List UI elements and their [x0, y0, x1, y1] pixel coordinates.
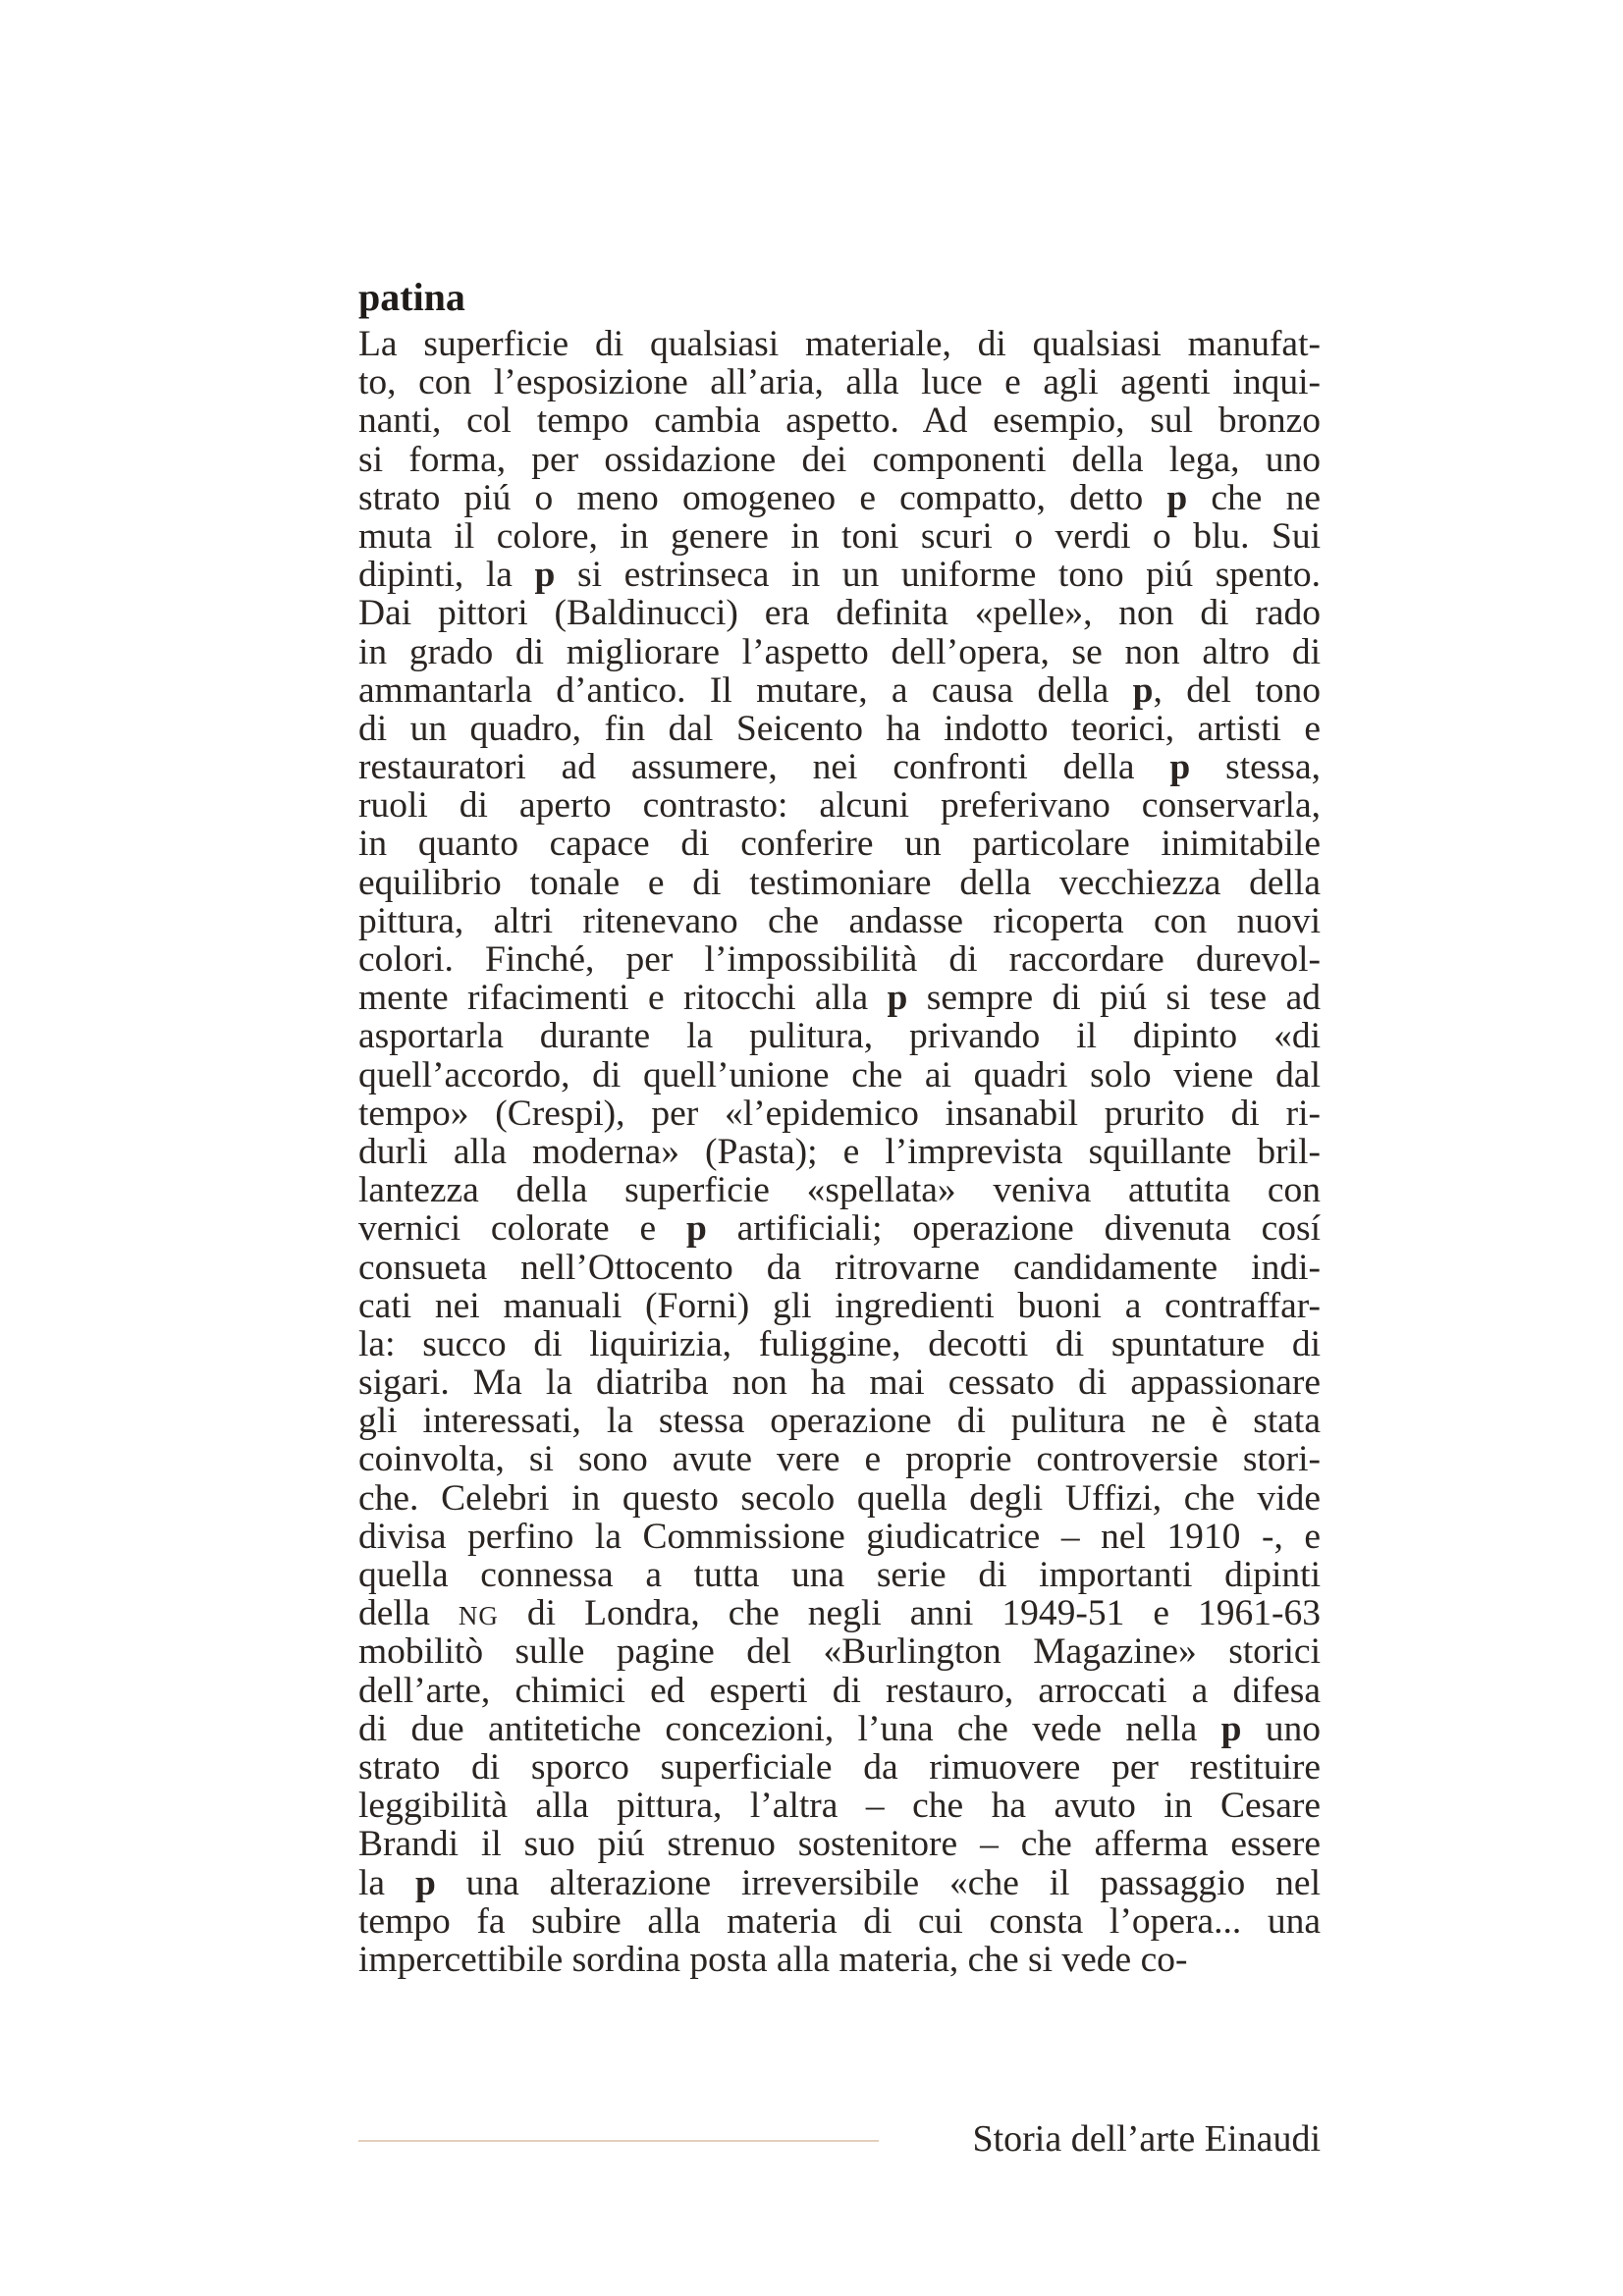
text-line — [358, 1209, 1321, 1248]
text-line — [358, 363, 1321, 401]
text-line — [358, 633, 1321, 671]
entry-body — [358, 325, 1321, 1979]
text-run: cati nei manuali (Forni) gli ingredienti buoni a contraffar- — [358, 1285, 1321, 1326]
text-run: dell’arte, chimici ed esperti di restauro, arroccati a difesa — [358, 1670, 1321, 1711]
text-run: Dai pittori (Baldinucci) era definita «pelle», non di rado — [358, 593, 1321, 634]
text-run: una alterazione irreversibile «che il passaggio nel — [435, 1862, 1321, 1903]
text-run: la: succo di liquirizia, fuliggine, decotti di spuntature di — [358, 1323, 1321, 1364]
text-run: strato piú o meno omogeneo e compatto, detto — [358, 477, 1167, 518]
text-line — [358, 1594, 1321, 1632]
term-abbreviation: p — [534, 555, 556, 596]
text-run: impercettibile sordina posta alla materia, che si vede co- — [358, 1939, 1188, 1980]
text-run: artificiali; operazione divenuta cosí — [706, 1208, 1321, 1250]
text-line — [358, 594, 1321, 632]
text-line — [358, 556, 1321, 594]
entry-title: patina — [358, 275, 465, 319]
text-line — [358, 517, 1321, 556]
text-run: gli interessati, la stessa operazione di pulitura ne è stata — [358, 1401, 1321, 1442]
text-line — [358, 940, 1321, 979]
text-run: leggibilità alla pittura, l’altra – che ha avuto in Cesare — [358, 1786, 1321, 1827]
text-run: in quanto capace di conferire un particolare inimitabile — [358, 824, 1321, 865]
text-run: quella connessa a tutta una serie di importanti dipinti — [358, 1555, 1321, 1595]
text-run: ruoli di aperto contrasto: alcuni preferivano conservarla, — [358, 785, 1321, 827]
text-line — [358, 1672, 1321, 1710]
text-line — [358, 1249, 1321, 1287]
text-run: asportarla durante la pulitura, privando il dipinto «di — [358, 1016, 1321, 1057]
text-line — [358, 1402, 1321, 1440]
text-run: sempre di piú si tese ad — [907, 978, 1321, 1019]
text-line — [358, 1287, 1321, 1325]
text-line — [358, 748, 1321, 786]
text-line — [358, 1133, 1321, 1171]
text-run: della — [358, 1593, 459, 1634]
text-run: equilibrio tonale e di testimoniare della vecchiezza della — [358, 862, 1321, 903]
text-run: stessa, — [1190, 747, 1321, 788]
text-run: di un quadro, fin dal Seicento ha indotto teorici, artisti e — [358, 708, 1321, 749]
text-run: durli alla moderna» (Pasta); e l’imprevista squillante bril- — [358, 1131, 1321, 1172]
text-line — [358, 1363, 1321, 1402]
text-line — [358, 325, 1321, 363]
text-run: La superficie di qualsiasi materiale, di qualsiasi manufat- — [358, 324, 1321, 364]
text-run: si forma, per ossidazione dei componenti della lega, uno — [358, 439, 1321, 480]
text-line — [358, 1710, 1321, 1748]
text-run: tempo fa subire alla materia di cui consta l’opera... una — [358, 1900, 1321, 1942]
text-line — [358, 786, 1321, 825]
text-line — [358, 1095, 1321, 1133]
text-run: consueta nell’Ottocento da ritrovarne candidamente indi- — [358, 1247, 1321, 1288]
text-line — [358, 479, 1321, 517]
text-run: pittura, altri ritenevano che andasse ricoperta con nuovi — [358, 900, 1321, 941]
text-line — [358, 401, 1321, 440]
text-line — [358, 710, 1321, 748]
museum-abbreviation: NG — [458, 1601, 499, 1631]
text-run: , del tono — [1153, 669, 1322, 711]
text-run: la — [358, 1862, 415, 1903]
text-line — [358, 902, 1321, 940]
text-run: nanti, col tempo cambia aspetto. Ad esempio, sul bronzo — [358, 400, 1321, 442]
term-abbreviation: p — [887, 978, 908, 1019]
text-line — [358, 1017, 1321, 1055]
term-abbreviation: p — [1132, 669, 1154, 711]
term-abbreviation: p — [685, 1208, 707, 1250]
text-run: sigari. Ma la diatriba non ha mai cessato di appassionare — [358, 1362, 1321, 1404]
text-run: lantezza della superficie «spellata» veniva attutita con — [358, 1170, 1321, 1211]
text-run: mobilitò sulle pagine del «Burlington Magazine» storici — [358, 1631, 1321, 1673]
dictionary-entry — [358, 275, 1322, 1980]
footer-publisher: Storia dell’arte Einaudi — [972, 2118, 1321, 2160]
text-line — [358, 441, 1321, 479]
text-line — [358, 1479, 1321, 1518]
term-abbreviation: p — [1220, 1708, 1242, 1749]
footer-rule — [358, 2140, 879, 2142]
text-run: mente rifacimenti e ritocchi alla — [358, 978, 888, 1019]
text-run: che ne — [1187, 477, 1321, 518]
text-run: Brandi il suo piú strenuo sostenitore – che afferma essere — [358, 1824, 1321, 1865]
text-run: che. Celebri in questo secolo quella degli Uffizi, che vide — [358, 1477, 1321, 1519]
text-run: ammantarla d’antico. Il mutare, a causa della — [358, 669, 1133, 711]
text-line — [358, 1325, 1321, 1363]
text-line — [358, 825, 1321, 863]
text-run: di Londra, che negli anni 1949-51 e 1961-63 — [498, 1593, 1321, 1634]
text-line — [358, 979, 1321, 1017]
text-line — [358, 1171, 1321, 1209]
term-abbreviation: p — [1166, 477, 1188, 518]
text-line — [358, 1941, 1321, 1979]
term-abbreviation: p — [414, 1862, 436, 1903]
text-run: quell’accordo, di quell’unione che ai quadri solo viene dal — [358, 1054, 1321, 1095]
text-line — [358, 1902, 1321, 1941]
text-line — [358, 671, 1321, 710]
term-abbreviation: p — [1169, 747, 1191, 788]
text-line — [358, 1748, 1321, 1787]
text-run: tempo» (Crespi), per «l’epidemico insanabil prurito di ri- — [358, 1093, 1321, 1134]
text-run: restauratori ad assumere, nei confronti della — [358, 747, 1170, 788]
text-run: di due antitetiche concezioni, l’una che vede nella — [358, 1708, 1221, 1749]
text-run: coinvolta, si sono avute vere e proprie controversie stori- — [358, 1439, 1321, 1480]
text-run: divisa perfino la Commissione giudicatrice – nel 1910 -, e — [358, 1516, 1321, 1557]
text-run: strato di sporco superficiale da rimuovere per restituire — [358, 1746, 1321, 1788]
text-line — [358, 1556, 1321, 1594]
text-line — [358, 1632, 1321, 1671]
text-run: uno — [1241, 1708, 1322, 1749]
text-run: si estrinseca in un uniforme tono piú spento. — [555, 555, 1321, 596]
page-footer — [358, 2116, 1321, 2165]
text-run: dipinti, la — [358, 555, 535, 596]
text-run: to, con l’esposizione all’aria, alla luce e agli agenti inqui- — [358, 362, 1321, 403]
text-line — [358, 1864, 1321, 1902]
text-line — [358, 1440, 1321, 1478]
text-line — [358, 864, 1321, 902]
text-run: vernici colorate e — [358, 1208, 686, 1250]
text-run: muta il colore, in genere in toni scuri o verdi o blu. Sui — [358, 515, 1321, 557]
text-line — [358, 1056, 1321, 1095]
text-line — [358, 1518, 1321, 1556]
text-run: colori. Finché, per l’impossibilità di raccordare durevol- — [358, 939, 1321, 980]
text-run: in grado di migliorare l’aspetto dell’opera, se non altro di — [358, 631, 1321, 672]
text-line — [358, 1787, 1321, 1825]
text-line — [358, 1825, 1321, 1863]
